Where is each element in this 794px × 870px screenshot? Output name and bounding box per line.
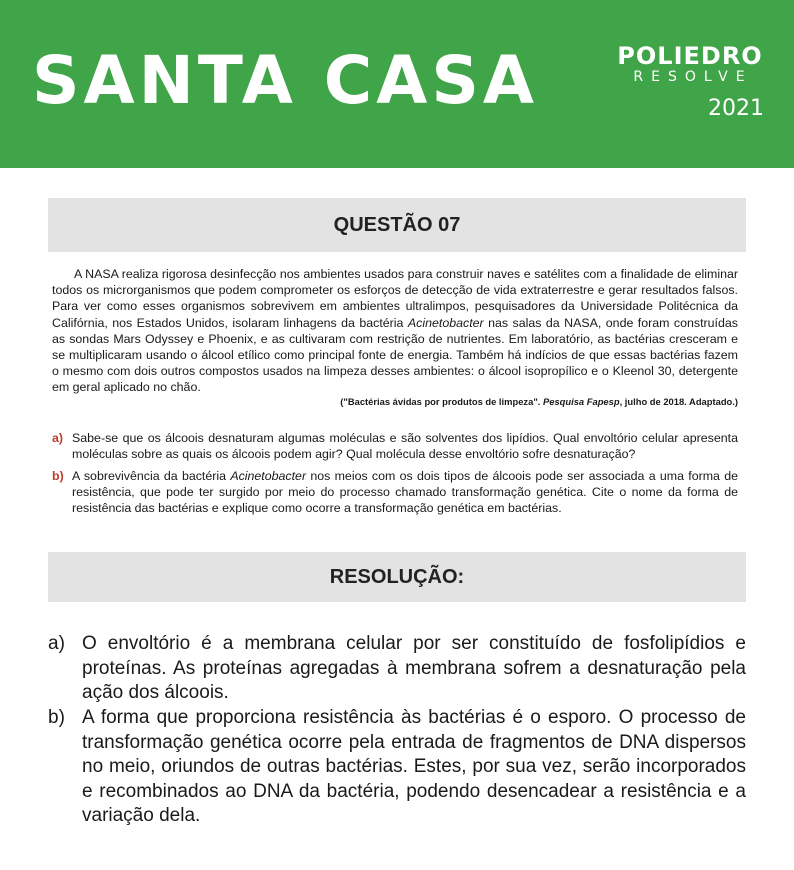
question-item-a [52, 430, 738, 462]
brand-logo [610, 44, 770, 86]
question-item-b [52, 468, 738, 517]
exam-year: 2021 [708, 96, 764, 121]
source-citation: ("Bactérias ávidas por produtos de limpeza". Pesquisa Fapesp, julho de 2018. Adaptado.) [340, 396, 738, 407]
question-intro: A NASA realiza rigorosa desinfecção nos ambientes usados para construir naves e satélites com a finalidade de eliminar todos os microrganismos que podem comprometer os esforços de detecção de vida extraterrestre e gerar resultados falsos. Para ver como esses organismos sobrevivem em ambientes ultralimpos, pesquisadores da Universidade Politécnica da Califórnia, nos Estados Unidos, isolaram linhagens da bactéria Acinetobacter nas salas da NASA, onde foram construídas as sondas Mars Odyssey e Phoenix, e as cultivaram com restrição de nutrientes. Em laboratório, as bactérias cresceram e se multiplicaram usando o álcool etílico como principal fonte de energia. Também há indícios de que essas bactérias fazem o mesmo com dois outros compostos usados na limpeza desses ambientes: o álcool isopropílico e o Kleenol 30, detergente em geral aplicado no chão. [52, 267, 738, 395]
answer-b-marker: b) [48, 707, 65, 728]
answer-a-marker: a) [48, 633, 65, 654]
answer-b-text: A forma que proporciona resistência às bactérias é o esporo. O processo de transformação genética ocorre pela entrada de fragmentos de DNA dispersos no meio, oriundos de outras bactérias. Estes, por sua vez, serão incorporados e recombinados ao DNA da bactéria, podendo desencadear a resistência e a variação dela. [82, 707, 746, 826]
header-banner [0, 0, 794, 168]
brand-sub: RESOLVE [633, 69, 753, 85]
exam-title: SANTA CASA [32, 42, 538, 119]
item-a-text: Sabe-se que os álcoois desnaturam algumas moléculas e são solventes dos lipídios. Qual envoltório celular apresenta moléculas sobre as quais os álcoois podem agir? Qual molécula desse envoltório sofre desnaturação? [72, 431, 738, 462]
brand-name: POLIEDRO [617, 42, 763, 70]
answer-a [48, 632, 746, 706]
answer-a-text: O envoltório é a membrana celular por ser constituído de fosfolipídios e proteínas. As proteínas agregadas à membrana sofrem a desnaturação pela ação dos álcoois. [82, 633, 746, 703]
resolution-title: RESOLUÇÃO: [48, 552, 746, 602]
question-title: QUESTÃO 07 [48, 198, 746, 252]
answer-b [48, 706, 746, 829]
item-a-marker: a) [52, 431, 64, 445]
item-b-marker: b) [52, 469, 64, 483]
item-b-text: A sobrevivência da bactéria Acinetobacter nos meios com os dois tipos de álcoois pode ser associada a uma forma de resistência, que pode ter surgido por meio do processo chamado transformação genética. Cite o nome da forma de resistência das bactérias e explique como ocorre a transformação genética em bactérias. [72, 469, 738, 516]
